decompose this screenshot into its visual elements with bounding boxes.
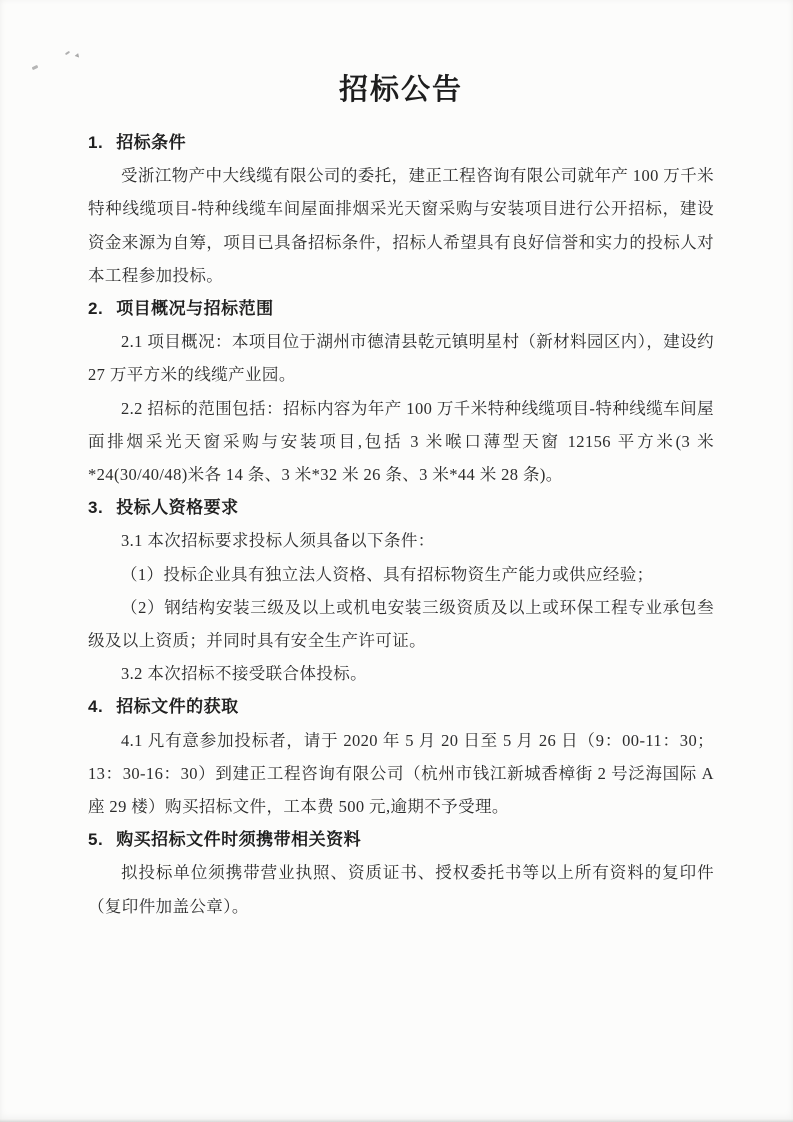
scan-speck bbox=[65, 51, 70, 56]
section-number: 5. bbox=[88, 830, 104, 850]
paragraph: （1）投标企业具有独立法人资格、具有招标物资生产能力或供应经验； bbox=[121, 564, 654, 584]
scan-speck bbox=[32, 65, 39, 70]
section-heading bbox=[88, 690, 714, 723]
paragraph: 3.2 本次招标不接受联合体投标。 bbox=[121, 664, 368, 684]
paragraph: 3.1 本次招标要求投标人须具备以下条件： bbox=[121, 531, 435, 551]
document-title: 招标公告 bbox=[338, 74, 463, 106]
section-heading-label: 投标人资格要求 bbox=[116, 498, 239, 518]
section-heading bbox=[88, 491, 714, 524]
paragraph: 4.1 凡有意参加投标者，请于 2020 年 5 月 20 日至 5 月 26 日（9：00-11：30；13：30-16：30）到建正工程咨询有限公司（杭州市钱江新城香樟街 2 号泛海国际 A 座 29 楼）购买招标文件，工本费 500 元,逾期不予受理。 bbox=[88, 730, 714, 817]
paragraph: 拟投标单位须携带营业执照、资质证书、授权委托书等以上所有资料的复印件（复印件加盖公章）。 bbox=[88, 863, 714, 916]
section-number: 1. bbox=[88, 133, 104, 152]
scan-speck bbox=[74, 52, 80, 57]
section-heading bbox=[88, 823, 714, 856]
paragraph: 2.1 项目概况：本项目位于湖州市德清县乾元镇明星村（新材料园区内），建设约 27 万平方米的线缆产业园。 bbox=[88, 332, 714, 385]
section-heading-label: 招标条件 bbox=[116, 133, 187, 152]
sections-container bbox=[88, 126, 714, 923]
paragraph: 受浙江物产中大线缆有限公司的委托，建正工程咨询有限公司就年产 100 万千米特种线缆项目-特种线缆车间屋面排烟采光天窗采购与安装项目进行公开招标，建设资金来源为自筹，项目已具备招标条件，招标人希望具有良好信誉和实力的投标人对本工程参加投标。 bbox=[88, 166, 714, 285]
section-heading-label: 项目概况与招标范围 bbox=[116, 299, 274, 319]
section-heading bbox=[88, 126, 714, 159]
section-number: 4. bbox=[88, 697, 104, 717]
section-number: 2. bbox=[88, 299, 104, 319]
paragraph: （2）钢结构安装三级及以上或机电安装三级资质及以上或环保工程专业承包叁级及以上资质；并同时具有安全生产许可证。 bbox=[88, 597, 714, 651]
section-heading bbox=[88, 292, 714, 325]
section-heading-label: 招标文件的获取 bbox=[116, 697, 239, 717]
section-number: 3. bbox=[88, 498, 104, 518]
paragraph: 2.2 招标的范围包括：招标内容为年产 100 万千米特种线缆项目-特种线缆车间屋面排烟采光天窗采购与安装项目,包括 3 米喉口薄型天窗 12156 平方米(3 米*24(30/40/48)米各 14 条、3 米*32 米 26 条、3 米*44 米 28 条)。 bbox=[88, 398, 714, 485]
section-heading-label: 购买招标文件时须携带相关资料 bbox=[116, 830, 362, 850]
document-content bbox=[88, 70, 714, 923]
